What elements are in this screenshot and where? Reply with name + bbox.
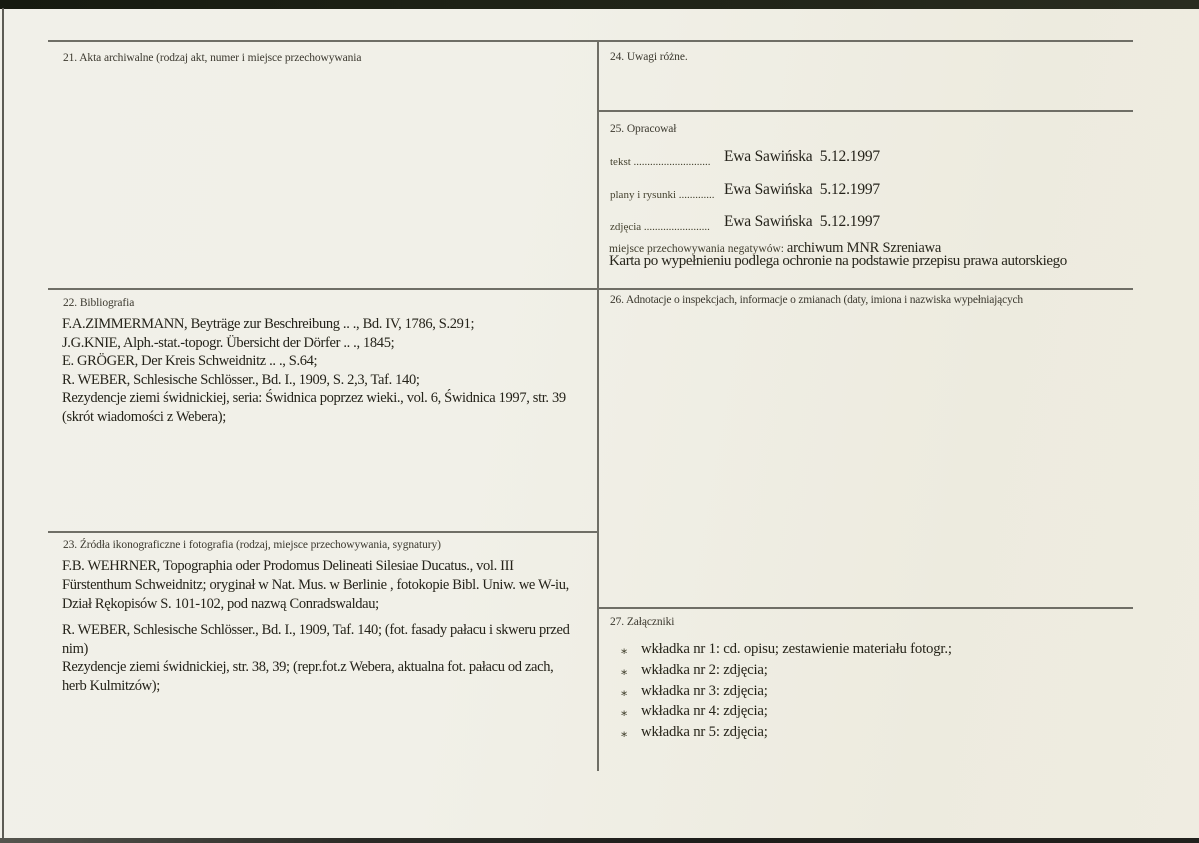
section-22-label: 22. Bibliografia bbox=[63, 297, 135, 309]
bibliography-line: (skrót wiadomości z Webera); bbox=[62, 408, 226, 425]
negatives-value: archiwum MNR Szreniawa bbox=[786, 240, 942, 256]
attachment-item bbox=[620, 640, 952, 661]
iconography-line: Fürstenthum Schweidnitz; oryginał w Nat. Mus. w Berlinie , fotokopie Bibl. Uniw. we W-iu, bbox=[62, 577, 569, 593]
dotted-leader: ........................ bbox=[643, 221, 710, 233]
asterisk-bullet-icon: ∗ bbox=[620, 664, 628, 679]
field-value: Ewa Sawińska 5.12.1997 bbox=[724, 213, 880, 230]
section-23-label: 23. Źródła ikonograficzne i fotografia (rodzaj, miejsce przechowywania, sygnatury) bbox=[63, 539, 441, 551]
iconography-line: Dział Rękopisów S. 101-102, pod nazwą Conradswaldau; bbox=[62, 596, 379, 612]
author-row-tekst bbox=[610, 148, 880, 170]
attachment-text: wkładka nr 4: zdjęcia; bbox=[641, 703, 768, 720]
scan-edge-top bbox=[0, 0, 1199, 9]
rule-middle bbox=[48, 288, 1133, 290]
section-21-label: 21. Akta archiwalne (rodzaj akt, numer i miejsce przechowywania bbox=[63, 52, 362, 64]
field-label: plany i rysunki ............. bbox=[610, 189, 715, 201]
attachment-text: wkładka nr 3: zdjęcia; bbox=[641, 682, 768, 699]
attachment-item bbox=[620, 682, 952, 703]
rule-top bbox=[48, 40, 1133, 42]
scan-edge-bottom bbox=[0, 838, 1199, 843]
attachment-text: wkładka nr 2: zdjęcia; bbox=[641, 661, 768, 678]
author-row-zdjecia bbox=[610, 213, 880, 235]
bibliography-line: J.G.KNIE, Alph.-stat.-topogr. Übersicht der Dörfer .. ., 1845; bbox=[62, 334, 395, 351]
attachment-text: wkładka nr 1: cd. opisu; zestawienie materiału fotogr.; bbox=[641, 641, 952, 657]
scan-edge-left bbox=[2, 8, 4, 838]
dotted-leader: ............. bbox=[678, 189, 715, 201]
bibliography-line: F.A.ZIMMERMANN, Beyträge zur Beschreibung .. ., Bd. IV, 1786, S.291; bbox=[62, 316, 475, 332]
rule-22-23 bbox=[48, 531, 597, 533]
field-value: Ewa Sawińska 5.12.1997 bbox=[724, 181, 880, 198]
negatives-label: miejsce przechowywania negatywów: bbox=[609, 243, 787, 255]
rule-24-25 bbox=[597, 110, 1133, 112]
bibliography-line: Rezydencje ziemi świdnickiej, seria: Świdnica poprzez wieki., vol. 6, Świdnica 1997, str. 39 bbox=[62, 390, 566, 407]
section-26-label: 26. Adnotacje o inspekcjach, informacje o zmianach (daty, imiona i nazwiska wypełniających bbox=[610, 294, 1023, 306]
iconography-paragraph-2 bbox=[62, 621, 569, 695]
author-row-plany bbox=[610, 181, 880, 203]
iconography-line: herb Kulmitzów); bbox=[62, 677, 160, 694]
section-24-label: 24. Uwagi różne. bbox=[610, 51, 688, 63]
iconography-paragraph-1 bbox=[62, 557, 569, 614]
iconography-line: R. WEBER, Schlesische Schlösser., Bd. I., 1909, Taf. 140; (fot. fasady pałacu i skweru przed bbox=[62, 622, 570, 638]
rule-column-divider bbox=[597, 40, 599, 771]
attachment-text: wkładka nr 5: zdjęcia; bbox=[641, 724, 768, 741]
iconography-line: F.B. WEHRNER, Topographia oder Prodomus Delineati Silesiae Ducatus., vol. III bbox=[62, 558, 514, 574]
bibliography-line: E. GRÖGER, Der Kreis Schweidnitz .. ., S.64; bbox=[62, 353, 318, 370]
iconography-line: Rezydencje ziemi świdnickiej, str. 38, 39; (repr.fot.z Webera, aktualna fot. pałacu od zach, bbox=[62, 659, 554, 675]
asterisk-bullet-icon: ∗ bbox=[620, 685, 628, 700]
attachment-item bbox=[620, 702, 952, 723]
field-value: Ewa Sawińska 5.12.1997 bbox=[724, 148, 880, 165]
asterisk-bullet-icon: ∗ bbox=[620, 706, 628, 721]
asterisk-bullet-icon: ∗ bbox=[620, 727, 628, 742]
field-label: tekst ............................ bbox=[610, 156, 711, 168]
attachments-list bbox=[620, 640, 952, 744]
copyright-notice: Karta po wypełnieniu podlega ochronie na podstawie przepisu prawa autorskiego bbox=[609, 253, 1067, 269]
rule-26-27 bbox=[597, 607, 1133, 609]
attachment-item bbox=[620, 661, 952, 682]
section-27-label: 27. Załączniki bbox=[610, 616, 675, 628]
section-25-label: 25. Opracował bbox=[610, 123, 677, 135]
asterisk-bullet-icon: ∗ bbox=[620, 644, 628, 658]
dotted-leader: ............................ bbox=[633, 156, 711, 168]
bibliography-line: R. WEBER, Schlesische Schlösser., Bd. I., 1909, S. 2,3, Taf. 140; bbox=[62, 371, 420, 388]
attachment-item bbox=[620, 723, 952, 744]
field-label: zdjęcia ........................ bbox=[610, 221, 710, 233]
iconography-line: nim) bbox=[62, 640, 88, 657]
bibliography-text bbox=[62, 315, 566, 427]
